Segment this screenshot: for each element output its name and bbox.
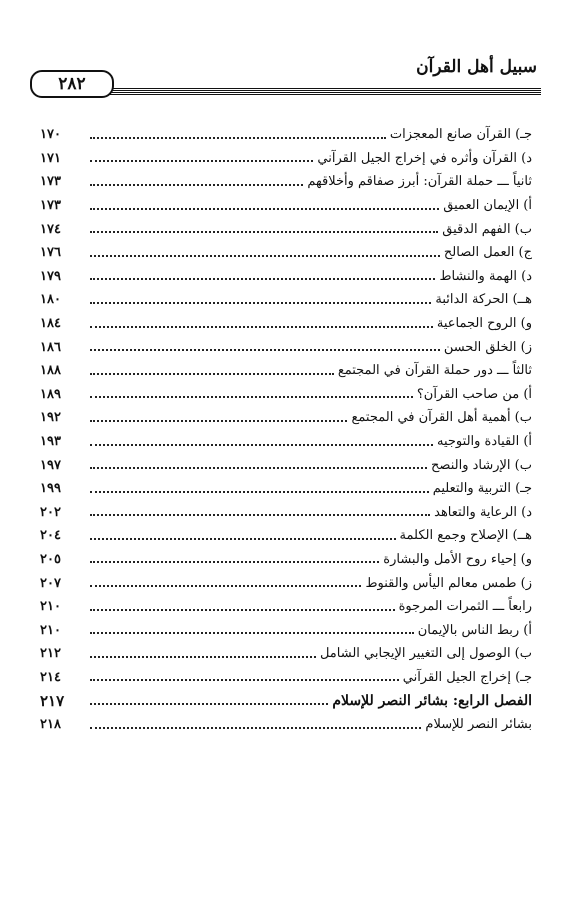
- dot-leader: [90, 481, 429, 493]
- toc-entry-page: ١٧٣: [40, 198, 61, 214]
- toc-entry-label: أ) ربط الناس بالإيمان: [417, 622, 532, 638]
- toc-entry-label: و) إحياء روح الأمل والبشارة: [383, 551, 532, 567]
- toc-entry-page: ١٨٨: [40, 363, 61, 379]
- toc-entry-label: ب) الفهم الدقيق: [442, 221, 532, 237]
- dot-leader: [90, 386, 413, 398]
- toc-entry[interactable]: [40, 406, 532, 430]
- dot-leader: [90, 717, 421, 729]
- toc-entry-page: ١٨٦: [40, 339, 61, 355]
- toc-entry-label: ز) الخلق الحسن: [443, 339, 532, 355]
- toc-entry-label: بشائر النصر للإسلام: [425, 717, 532, 733]
- toc-entry[interactable]: [40, 430, 532, 454]
- dot-leader: [90, 622, 414, 634]
- dot-leader: [90, 551, 379, 563]
- toc-entry[interactable]: [40, 618, 532, 642]
- toc-entry-page: ٢١٤: [40, 669, 61, 685]
- toc-entry-page: ٢١٢: [40, 646, 61, 662]
- toc-entry-page: ٢١٧: [40, 692, 65, 711]
- dot-leader: [90, 528, 396, 540]
- toc-entry-label: ز) طمس معالم اليأس والقنوط: [365, 575, 532, 591]
- toc-entry[interactable]: [40, 524, 532, 548]
- toc-entry-label: جـ) إخراج الجيل القرآني: [402, 669, 532, 685]
- toc-entry[interactable]: [40, 265, 532, 289]
- toc-entry-page: ٢٠٥: [40, 551, 61, 567]
- toc-entry-page: ١٨٠: [40, 292, 61, 308]
- dot-leader: [90, 292, 431, 304]
- dot-leader: [90, 339, 440, 351]
- dot-leader: [90, 174, 303, 186]
- toc-entry-label: د) القرآن وأثره في إخراج الجيل القرآني: [317, 150, 532, 166]
- toc-entry-page: ١٨٤: [40, 316, 61, 332]
- dot-leader: [90, 693, 328, 705]
- toc-entry[interactable]: [40, 548, 532, 572]
- toc-entry[interactable]: [40, 477, 532, 501]
- toc-entry-label: هــ) الحركة الدائبة: [435, 292, 532, 308]
- toc-entry[interactable]: [40, 147, 532, 171]
- page-number-badge: ٢٨٢: [30, 70, 114, 98]
- toc-entry[interactable]: [40, 383, 532, 407]
- dot-leader: [90, 457, 427, 469]
- dot-leader: [90, 150, 313, 162]
- toc-entry[interactable]: [40, 335, 532, 359]
- toc-entry-page: ١٩٢: [40, 410, 61, 426]
- toc-entry-label: ب) الإرشاد والنصح: [431, 457, 532, 473]
- toc-entry[interactable]: [40, 666, 532, 690]
- toc-entry-label: أ) الإيمان العميق: [443, 198, 532, 214]
- dot-leader: [90, 599, 395, 611]
- toc-entry[interactable]: [40, 312, 532, 336]
- dot-leader: [90, 410, 347, 422]
- toc-entry-page: ٢١٠: [40, 622, 61, 638]
- toc-entry-label: ب) أهمية أهل القرآن في المجتمع: [351, 410, 532, 426]
- dot-leader: [90, 198, 439, 210]
- toc-entry-label: ج) العمل الصالح: [443, 245, 532, 261]
- toc-entry-label: أ) من صاحب القرآن؟: [416, 386, 532, 402]
- toc-entry-page: ١٧٤: [40, 221, 61, 237]
- toc-entry-label: ثالثاً ـــ دور حملة القرآن في المجتمع: [337, 363, 532, 379]
- dot-leader: [90, 127, 386, 139]
- toc-entry-label: أ) القيادة والتوجيه: [437, 434, 532, 450]
- toc-chapter-entry[interactable]: [40, 689, 532, 713]
- dot-leader: [90, 504, 430, 516]
- dot-leader: [90, 646, 316, 658]
- toc-entry-page: ٢١٠: [40, 599, 61, 615]
- toc-entry-page: ١٧٠: [40, 127, 61, 143]
- toc-entry-page: ١٩٣: [40, 434, 61, 450]
- dot-leader: [90, 221, 438, 233]
- toc-entry-label: د) الهمة والنشاط: [439, 268, 532, 284]
- toc-entry-page: ١٧١: [40, 150, 61, 166]
- toc-entry-label: جـ) التربية والتعليم: [432, 481, 532, 497]
- dot-leader: [90, 316, 433, 328]
- toc-entry-page: ٢٠٢: [40, 504, 61, 520]
- toc-entry[interactable]: [40, 501, 532, 525]
- toc-entry-label: جـ) القرآن صانع المعجزات: [389, 127, 532, 143]
- toc-entry[interactable]: [40, 571, 532, 595]
- toc-entry-label: ب) الوصول إلى التغيير الإيجابي الشامل: [319, 646, 532, 662]
- toc-entry[interactable]: [40, 453, 532, 477]
- toc-entry[interactable]: [40, 288, 532, 312]
- dot-leader: [90, 245, 440, 257]
- toc-entry-label: و) الروح الجماعية: [436, 316, 532, 332]
- toc-entry-page: ١٩٧: [40, 457, 61, 473]
- toc-entry[interactable]: [40, 713, 532, 737]
- toc-entry[interactable]: [40, 359, 532, 383]
- toc-entry[interactable]: [40, 217, 532, 241]
- header-rule: [90, 88, 541, 95]
- dot-leader: [90, 363, 334, 375]
- toc-entry[interactable]: [40, 194, 532, 218]
- toc-entry-page: ١٧٣: [40, 174, 61, 190]
- toc-entry-label: الفصل الرابع: بشائر النصر للإسلام: [332, 693, 532, 710]
- toc-entry-page: ٢٠٤: [40, 528, 61, 544]
- dot-leader: [90, 575, 361, 587]
- toc-entry-page: ٢٠٧: [40, 575, 61, 591]
- dot-leader: [90, 268, 435, 280]
- toc-entry-page: ١٧٦: [40, 245, 61, 261]
- toc-entry[interactable]: [40, 642, 532, 666]
- toc-entry[interactable]: [40, 170, 532, 194]
- toc-entry-label: ثانياً ـــ حملة القرآن: أبرز صفاقم وأخلاقهم: [307, 174, 532, 190]
- toc-entry[interactable]: [40, 123, 532, 147]
- book-title: سبيل أهل القرآن: [416, 57, 537, 77]
- toc-entry-page: ١٨٩: [40, 386, 61, 402]
- toc-entry-page: ٢١٨: [40, 717, 61, 733]
- toc-entry-label: رابعاً ـــ الثمرات المرجوة: [398, 599, 532, 615]
- toc-entry-page: ١٩٩: [40, 481, 61, 497]
- toc-entry[interactable]: [40, 241, 532, 265]
- toc-entry-label: هــ) الإصلاح وجمع الكلمة: [399, 528, 532, 544]
- toc-entry-page: ١٧٩: [40, 268, 61, 284]
- page-header: [30, 52, 541, 98]
- dot-leader: [90, 669, 399, 681]
- table-of-contents: [40, 123, 532, 736]
- toc-entry-label: د) الرعاية والتعاهد: [434, 504, 532, 520]
- toc-entry[interactable]: [40, 595, 532, 619]
- dot-leader: [90, 434, 433, 446]
